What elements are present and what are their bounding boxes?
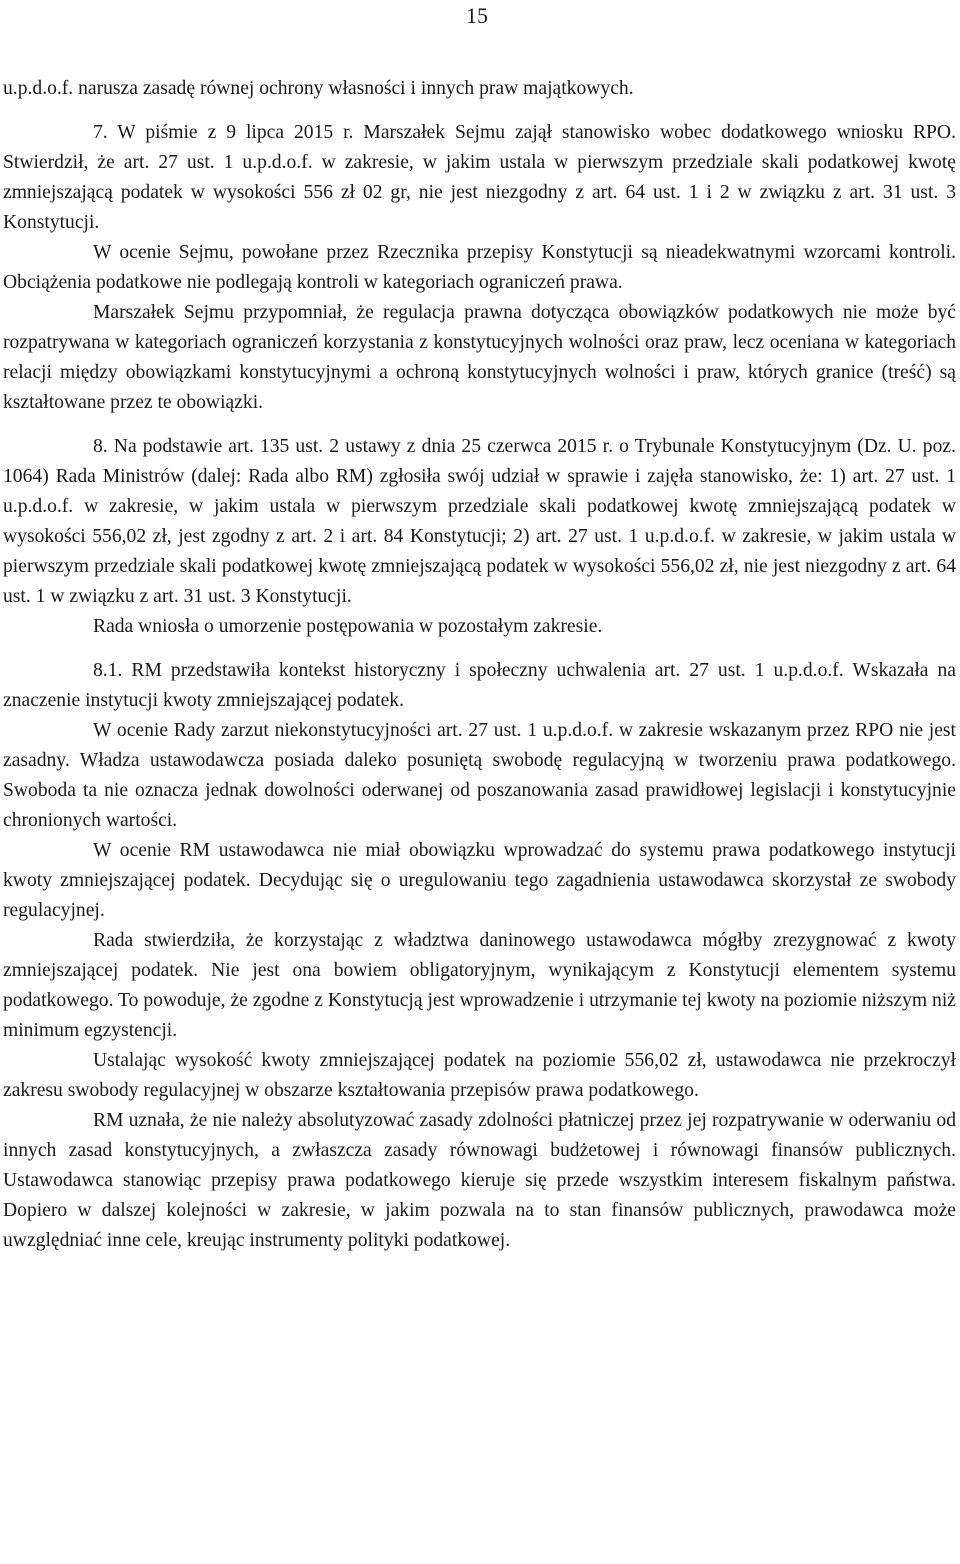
paragraph-council-assessment: W ocenie Rady zarzut niekonstytucyjności art. 27 ust. 1 u.p.d.o.f. w zakresie wskazanym przez RPO nie jest zasadny. Władza ustawodawcza posiada daleko posuniętą swobodę regulacyjną w tworzeniu prawa podatkowego. Swoboda ta nie oznacza jednak dowolności oderwanej od poszanowania zasad prawidłowej legislacji i konstytucyjnie chronionych wartości. bbox=[3, 720, 956, 831]
paragraph-8: 8. Na podstawie art. 135 ust. 2 ustawy z dnia 25 czerwca 2015 r. o Trybunale Konstytucyjnym (Dz. U. poz. 1064) Rada Ministrów (dalej: Rada albo RM) zgłosiła swój udział w sprawie i zajęła stanowisko, że: 1) art. 27 ust. 1 u.p.d.o.f. w zakresie, w jakim ustala w pierwszym przedziale skali podatkowej kwotę zmniejszającą podatek w wysokości 556,02 zł, jest zgodny z art. 2 i art. 84 Konstytucji; 2) art. 27 ust. 1 u.p.d.o.f. w zakresie, w jakim ustala w pierwszym przedziale skali podatkowej kwotę zmniejszającą podatek w wysokości 556,02 zł, nie jest niezgodny z art. 64 ust. 1 w związku z art. 31 ust. 3 Konstytucji. bbox=[3, 436, 956, 607]
page-number: 15 bbox=[466, 3, 488, 28]
paragraph-amount-determination: Ustalając wysokość kwoty zmniejszającej podatek na poziomie 556,02 zł, ustawodawca nie przekroczył zakresu swobody regulacyjnej w obszarze kształtowania przepisów prawa podatkowego. bbox=[3, 1050, 956, 1101]
document-body bbox=[3, 74, 956, 1256]
paragraph-marshal-reminder: Marszałek Sejmu przypomniał, że regulacja prawna dotycząca obowiązków podatkowych nie może być rozpatrywana w kategoriach ograniczeń korzystania z konstytucyjnych wolności oraz praw, lecz oceniana w kategoriach relacji między obowiązkami konstytucyjnymi a ochroną konstytucyjnych wolności i praw, których granice (treść) są kształtowane przez te obowiązki. bbox=[3, 302, 956, 413]
paragraph-rm-conclusion: RM uznała, że nie należy absolutyzować zasady zdolności płatniczej przez jej rozpatrywanie w oderwaniu od innych zasad konstytucyjnych, a zwłaszcza zasady równowagi budżetowej i równowagi finansów publicznych. Ustawodawca stanowiąc przepisy prawa podatkowego kieruje się przede wszystkim interesem fiskalnym państwa. Dopiero w dalszej kolejności w zakresie, w jakim pozwala na to stan finansów publicznych, prawodawca może uwzględniać inne cele, kreując instrumenty polityki podatkowej. bbox=[3, 1110, 956, 1251]
paragraph-rm-opinion: W ocenie RM ustawodawca nie miał obowiązku wprowadzać do systemu prawa podatkowego instytucji kwoty zmniejszającej podatek. Decydując się o uregulowaniu tego zagadnienia ustawodawca skorzystał ze swobody regulacyjnej. bbox=[3, 840, 956, 921]
paragraph-8-1: 8.1. RM przedstawiła kontekst historyczny i społeczny uchwalenia art. 27 ust. 1 u.p.d.o.f. Wskazała na znaczenie instytucji kwoty zmniejszającej podatek. bbox=[3, 660, 956, 711]
paragraph-council-finding: Rada stwierdziła, że korzystając z władztwa daninowego ustawodawca mógłby zrezygnować z kwoty zmniejszającej podatek. Nie jest ona bowiem obligatoryjnym, wynikającym z Konstytucji elementem systemu podatkowego. To powoduje, że zgodne z Konstytucją jest wprowadzenie i utrzymanie tej kwoty na poziomie niższym niż minimum egzystencji. bbox=[3, 930, 956, 1041]
paragraph-council-motion: Rada wniosła o umorzenie postępowania w pozostałym zakresie. bbox=[93, 616, 603, 637]
paragraph-7: 7. W piśmie z 9 lipca 2015 r. Marszałek Sejmu zajął stanowisko wobec dodatkowego wniosku RPO. Stwierdził, że art. 27 ust. 1 u.p.d.o.f. w zakresie, w jakim ustala w pierwszym przedziale skali podatkowej kwotę zmniejszającą podatek w wysokości 556 zł 02 gr, nie jest niezgodny z art. 64 ust. 1 i 2 w związku z art. 31 ust. 3 Konstytucji. bbox=[3, 122, 956, 233]
paragraph-sejm-opinion: W ocenie Sejmu, powołane przez Rzecznika przepisy Konstytucji są nieadekwatnymi wzorcami kontroli. Obciążenia podatkowe nie podlegają kontroli w kategoriach ograniczeń prawa. bbox=[3, 242, 956, 293]
paragraph-continuation: u.p.d.o.f. narusza zasadę równej ochrony własności i innych praw majątkowych. bbox=[3, 78, 634, 99]
